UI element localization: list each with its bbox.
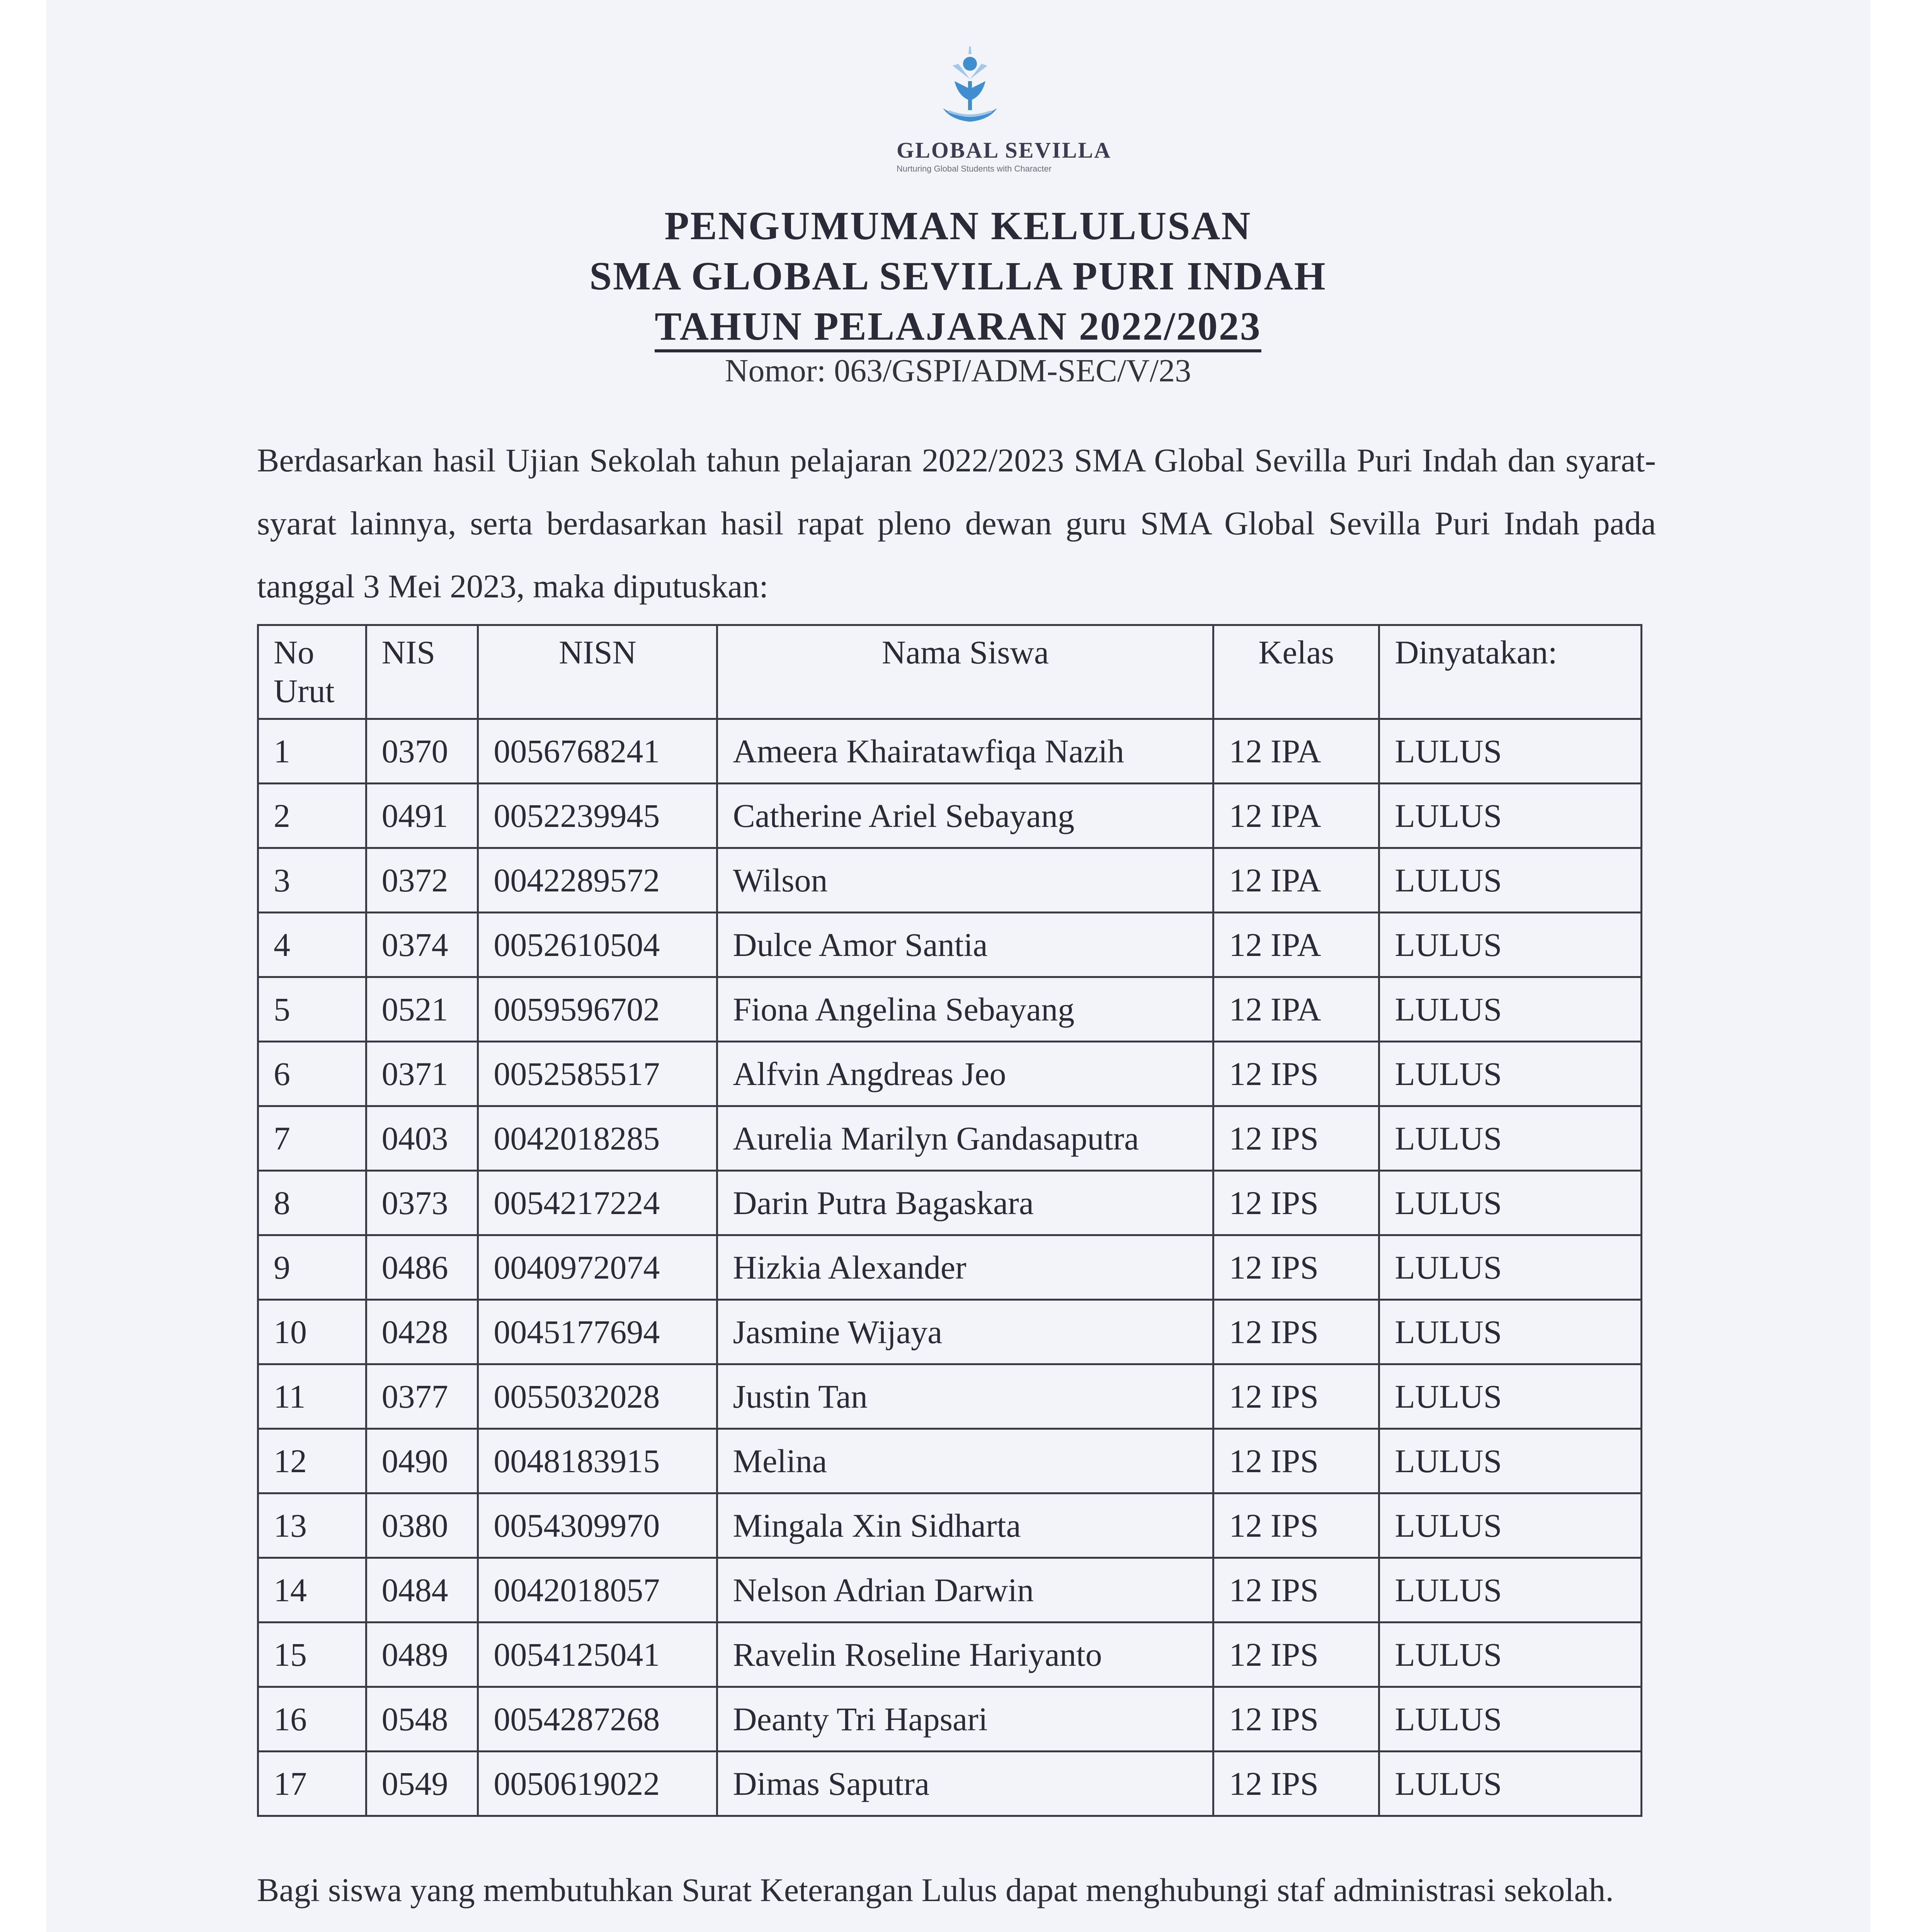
cell-nis: 0380: [366, 1493, 478, 1558]
cell-nisn: 0054125041: [478, 1622, 717, 1687]
table-row: [258, 1752, 1642, 1816]
table-row: [258, 1042, 1642, 1106]
header-nis: NIS: [366, 625, 478, 719]
cell-kelas: 12 IPA: [1213, 977, 1379, 1042]
title-line-3: [0, 301, 1916, 352]
school-logo: [897, 43, 1112, 189]
cell-nisn: 0054287268: [478, 1687, 717, 1752]
cell-nama-siswa: Ravelin Roseline Hariyanto: [717, 1622, 1213, 1687]
cell-nama-siswa: Hizkia Alexander: [717, 1235, 1213, 1300]
cell-dinyatakan: LULUS: [1379, 784, 1642, 848]
cell-nis: 0549: [366, 1752, 478, 1816]
cell-no-urut: 5: [258, 977, 366, 1042]
cell-nis: 0370: [366, 719, 478, 784]
closing-paragraph-1: Bagi siswa yang membutuhkan Surat Keterangan Lulus dapat menghubungi staf administrasi sekolah.: [257, 1871, 1614, 1908]
cell-nama-siswa: Darin Putra Bagaskara: [717, 1171, 1213, 1235]
cell-no-urut: 14: [258, 1558, 366, 1622]
cell-dinyatakan: LULUS: [1379, 1622, 1642, 1687]
cell-no-urut: 12: [258, 1429, 366, 1493]
table-row: [258, 1235, 1642, 1300]
cell-no-urut: 1: [258, 719, 366, 784]
cell-nisn: 0059596702: [478, 977, 717, 1042]
table-body: [258, 719, 1642, 1816]
cell-kelas: 12 IPS: [1213, 1106, 1379, 1171]
closing-paragraph-2: [257, 1922, 1656, 1932]
table-row: [258, 719, 1642, 784]
header-no-urut: No Urut: [258, 625, 366, 719]
cell-nisn: 0052610504: [478, 913, 717, 977]
cell-nama-siswa: Alfvin Angdreas Jeo: [717, 1042, 1213, 1106]
cell-nisn: 0055032028: [478, 1364, 717, 1429]
table-row: [258, 1493, 1642, 1558]
header-nama-siswa: Nama Siswa: [717, 625, 1213, 719]
cell-kelas: 12 IPA: [1213, 784, 1379, 848]
logo-tagline: Nurturing Global Students with Character: [897, 164, 1052, 173]
table-row: [258, 1171, 1642, 1235]
cell-dinyatakan: LULUS: [1379, 1300, 1642, 1364]
cell-nis: 0428: [366, 1300, 478, 1364]
cell-kelas: 12 IPS: [1213, 1429, 1379, 1493]
cell-nama-siswa: Fiona Angelina Sebayang: [717, 977, 1213, 1042]
document-header: [0, 201, 1916, 390]
cell-nis: 0403: [366, 1106, 478, 1171]
cell-dinyatakan: LULUS: [1379, 1235, 1642, 1300]
cell-dinyatakan: LULUS: [1379, 1364, 1642, 1429]
table-row: [258, 1106, 1642, 1171]
table-row: [258, 1558, 1642, 1622]
cell-nama-siswa: Melina: [717, 1429, 1213, 1493]
cell-nis: 0548: [366, 1687, 478, 1752]
cell-kelas: 12 IPA: [1213, 848, 1379, 913]
title-line-1: PENGUMUMAN KELULUSAN: [664, 204, 1252, 248]
cell-nis: 0490: [366, 1429, 478, 1493]
table-row: [258, 848, 1642, 913]
cell-dinyatakan: LULUS: [1379, 1752, 1642, 1816]
cell-nisn: 0052239945: [478, 784, 717, 848]
cell-kelas: 12 IPS: [1213, 1364, 1379, 1429]
cell-nis: 0374: [366, 913, 478, 977]
cell-no-urut: 2: [258, 784, 366, 848]
cell-nama-siswa: Nelson Adrian Darwin: [717, 1558, 1213, 1622]
cell-no-urut: 16: [258, 1687, 366, 1752]
cell-kelas: 12 IPA: [1213, 913, 1379, 977]
cell-no-urut: 11: [258, 1364, 366, 1429]
cell-no-urut: 7: [258, 1106, 366, 1171]
cell-nisn: 0048183915: [478, 1429, 717, 1493]
cell-no-urut: 15: [258, 1622, 366, 1687]
cell-nisn: 0052585517: [478, 1042, 717, 1106]
cell-nama-siswa: Deanty Tri Hapsari: [717, 1687, 1213, 1752]
cell-nisn: 0040972074: [478, 1235, 717, 1300]
cell-nama-siswa: Dimas Saputra: [717, 1752, 1213, 1816]
table-row: [258, 1300, 1642, 1364]
table-row: [258, 977, 1642, 1042]
cell-no-urut: 4: [258, 913, 366, 977]
cell-nisn: 0050619022: [478, 1752, 717, 1816]
table-row: [258, 1364, 1642, 1429]
cell-dinyatakan: LULUS: [1379, 1493, 1642, 1558]
cell-no-urut: 6: [258, 1042, 366, 1106]
cell-nisn: 0042018285: [478, 1106, 717, 1171]
cell-dinyatakan: LULUS: [1379, 913, 1642, 977]
cell-nis: 0373: [366, 1171, 478, 1235]
cell-no-urut: 10: [258, 1300, 366, 1364]
cell-nis: 0377: [366, 1364, 478, 1429]
header-dinyatakan: Dinyatakan:: [1379, 625, 1642, 719]
closing-text: [257, 1859, 1656, 1932]
cell-nama-siswa: Catherine Ariel Sebayang: [717, 784, 1213, 848]
cell-kelas: 12 IPS: [1213, 1171, 1379, 1235]
cell-dinyatakan: LULUS: [1379, 977, 1642, 1042]
cell-kelas: 12 IPS: [1213, 1235, 1379, 1300]
graduation-table: [257, 624, 1642, 1817]
cell-no-urut: 8: [258, 1171, 366, 1235]
header-kelas: Kelas: [1213, 625, 1379, 719]
cell-kelas: 12 IPS: [1213, 1300, 1379, 1364]
title-year: TAHUN PELAJARAN 2022/2023: [655, 304, 1261, 352]
cell-dinyatakan: LULUS: [1379, 848, 1642, 913]
cell-dinyatakan: LULUS: [1379, 1042, 1642, 1106]
cell-dinyatakan: LULUS: [1379, 1171, 1642, 1235]
cell-nisn: 0054217224: [478, 1171, 717, 1235]
document-number: Nomor: 063/GSPI/ADM-SEC/V/23: [725, 353, 1191, 389]
cell-nis: 0484: [366, 1558, 478, 1622]
logo-name: GLOBAL SEVILLA: [897, 138, 1112, 163]
title-line-2: SMA GLOBAL SEVILLA PURI INDAH: [589, 254, 1327, 298]
cell-nama-siswa: Ameera Khairatawfiqa Nazih: [717, 719, 1213, 784]
table-row: [258, 784, 1642, 848]
cell-nis: 0521: [366, 977, 478, 1042]
cell-nama-siswa: Jasmine Wijaya: [717, 1300, 1213, 1364]
cell-nis: 0491: [366, 784, 478, 848]
cell-no-urut: 17: [258, 1752, 366, 1816]
cell-dinyatakan: LULUS: [1379, 1558, 1642, 1622]
cell-no-urut: 13: [258, 1493, 366, 1558]
table-header-row: [258, 625, 1642, 719]
cell-nisn: 0042289572: [478, 848, 717, 913]
cell-nisn: 0056768241: [478, 719, 717, 784]
cell-nis: 0371: [366, 1042, 478, 1106]
cell-nis: 0489: [366, 1622, 478, 1687]
cell-dinyatakan: LULUS: [1379, 1429, 1642, 1493]
cell-nama-siswa: Justin Tan: [717, 1364, 1213, 1429]
cell-kelas: 12 IPS: [1213, 1622, 1379, 1687]
intro-paragraph: Berdasarkan hasil Ujian Sekolah tahun pelajaran 2022/2023 SMA Global Sevilla Puri Indah dan syarat-syarat lainnya, serta berdasarkan hasil rapat pleno dewan guru SMA Global Sevilla Puri Indah pada tanggal 3 Mei 2023, maka diputuskan:: [257, 442, 1656, 605]
cell-no-urut: 3: [258, 848, 366, 913]
table-row: [258, 1429, 1642, 1493]
cell-no-urut: 9: [258, 1235, 366, 1300]
cell-nisn: 0042018057: [478, 1558, 717, 1622]
cell-nis: 0486: [366, 1235, 478, 1300]
cell-kelas: 12 IPS: [1213, 1687, 1379, 1752]
cell-kelas: 12 IPS: [1213, 1493, 1379, 1558]
cell-nama-siswa: Mingala Xin Sidharta: [717, 1493, 1213, 1558]
table-row: [258, 1622, 1642, 1687]
cell-dinyatakan: LULUS: [1379, 719, 1642, 784]
header-nisn: NISN: [478, 625, 717, 719]
cell-nama-siswa: Dulce Amor Santia: [717, 913, 1213, 977]
cell-nisn: 0045177694: [478, 1300, 717, 1364]
cell-kelas: 12 IPA: [1213, 719, 1379, 784]
cell-nisn: 0054309970: [478, 1493, 717, 1558]
cell-nama-siswa: Aurelia Marilyn Gandasaputra: [717, 1106, 1213, 1171]
cell-nama-siswa: Wilson: [717, 848, 1213, 913]
cell-kelas: 12 IPS: [1213, 1558, 1379, 1622]
cell-dinyatakan: LULUS: [1379, 1687, 1642, 1752]
cell-nis: 0372: [366, 848, 478, 913]
cell-dinyatakan: LULUS: [1379, 1106, 1642, 1171]
cell-kelas: 12 IPS: [1213, 1752, 1379, 1816]
school-emblem-icon: [931, 43, 1009, 131]
cell-kelas: 12 IPS: [1213, 1042, 1379, 1106]
table-row: [258, 1687, 1642, 1752]
table-row: [258, 913, 1642, 977]
